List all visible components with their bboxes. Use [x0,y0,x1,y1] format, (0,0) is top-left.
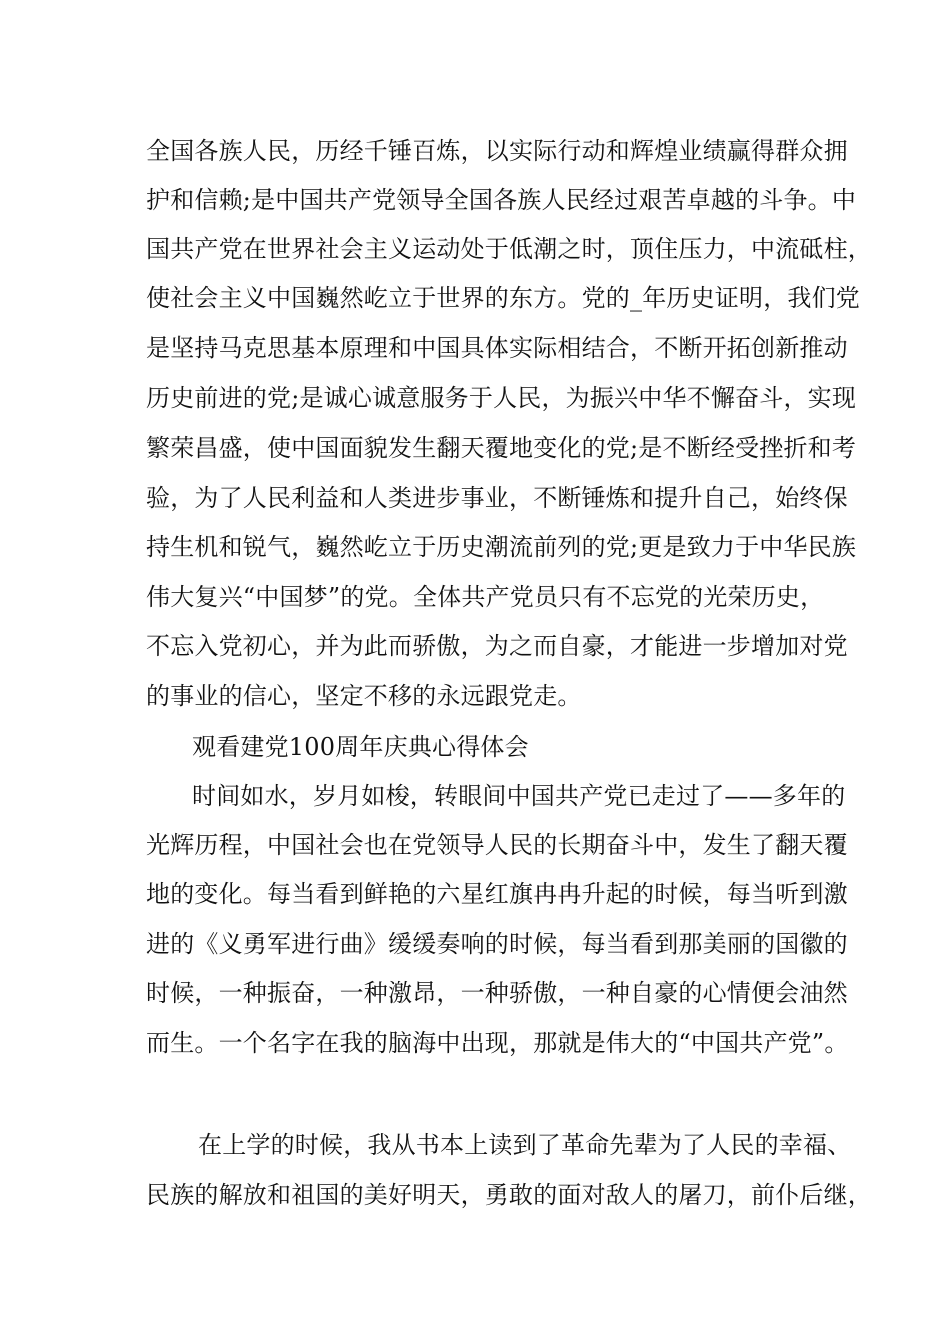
text-line: 而生。一个名字在我的脑海中出现，那就是伟大的“中国共产党”。 [146,1029,849,1057]
text-line: 不忘入党初心，并为此而骄傲，为之而自豪，才能进一步增加对党 [146,632,848,660]
text-line: 时候，一种振奋，一种激昂，一种骄傲，一种自豪的心情便会油然 [146,979,848,1007]
text-line: 进的《义勇军进行曲》缓缓奏响的时候，每当看到那美丽的国徽的 [146,930,848,958]
text-line: 护和信赖;是中国共产党领导全国各族人民经过艰苦卓越的斗争。中 [146,186,857,214]
text-line: 在上学的时候，我从书本上读到了革命先辈为了人民的幸福、 [198,1131,852,1159]
section-heading: 观看建党100周年庆典心得体会 [192,733,529,761]
text-line: 地的变化。每当看到鲜艳的六星红旗冉冉升起的时候，每当听到激 [146,880,848,908]
text-line: 验，为了人民利益和人类进步事业，不断锤炼和提升自己，始终保 [146,484,848,512]
text-line: 历史前进的党;是诚心诚意服务于人民，为振兴中华不懈奋斗，实现 [146,384,857,412]
text-line: 繁荣昌盛，使中国面貌发生翻天覆地变化的党;是不断经受挫折和考 [146,434,857,462]
text-line: 全国各族人民，历经千锤百炼，以实际行动和辉煌业绩赢得群众拥 [146,137,848,165]
text-line: 的事业的信心，坚定不移的永远跟党走。 [146,682,582,710]
text-line: 国共产党在世界社会主义运动处于低潮之时，顶住压力，中流砥柱， [146,235,872,263]
text-line: 使社会主义中国巍然屹立于世界的东方。党的_年历史证明，我们党 [146,284,860,312]
text-line: 光辉历程，中国社会也在党领导人民的长期奋斗中，发生了翻天覆 [146,831,848,859]
text-line: 是坚持马克思基本原理和中国具体实际相结合，不断开拓创新推动 [146,334,848,362]
text-line: 持生机和锐气，巍然屹立于历史潮流前列的党;更是致力于中华民族 [146,533,857,561]
text-line: 时间如水，岁月如梭，转眼间中国共产党已走过了——多年的 [192,782,846,810]
text-line: 民族的解放和祖国的美好明天，勇敢的面对敌人的屠刀，前仆后继， [146,1181,872,1209]
text-line: 伟大复兴“中国梦”的党。全体共产党员只有不忘党的光荣历史， [146,583,825,611]
